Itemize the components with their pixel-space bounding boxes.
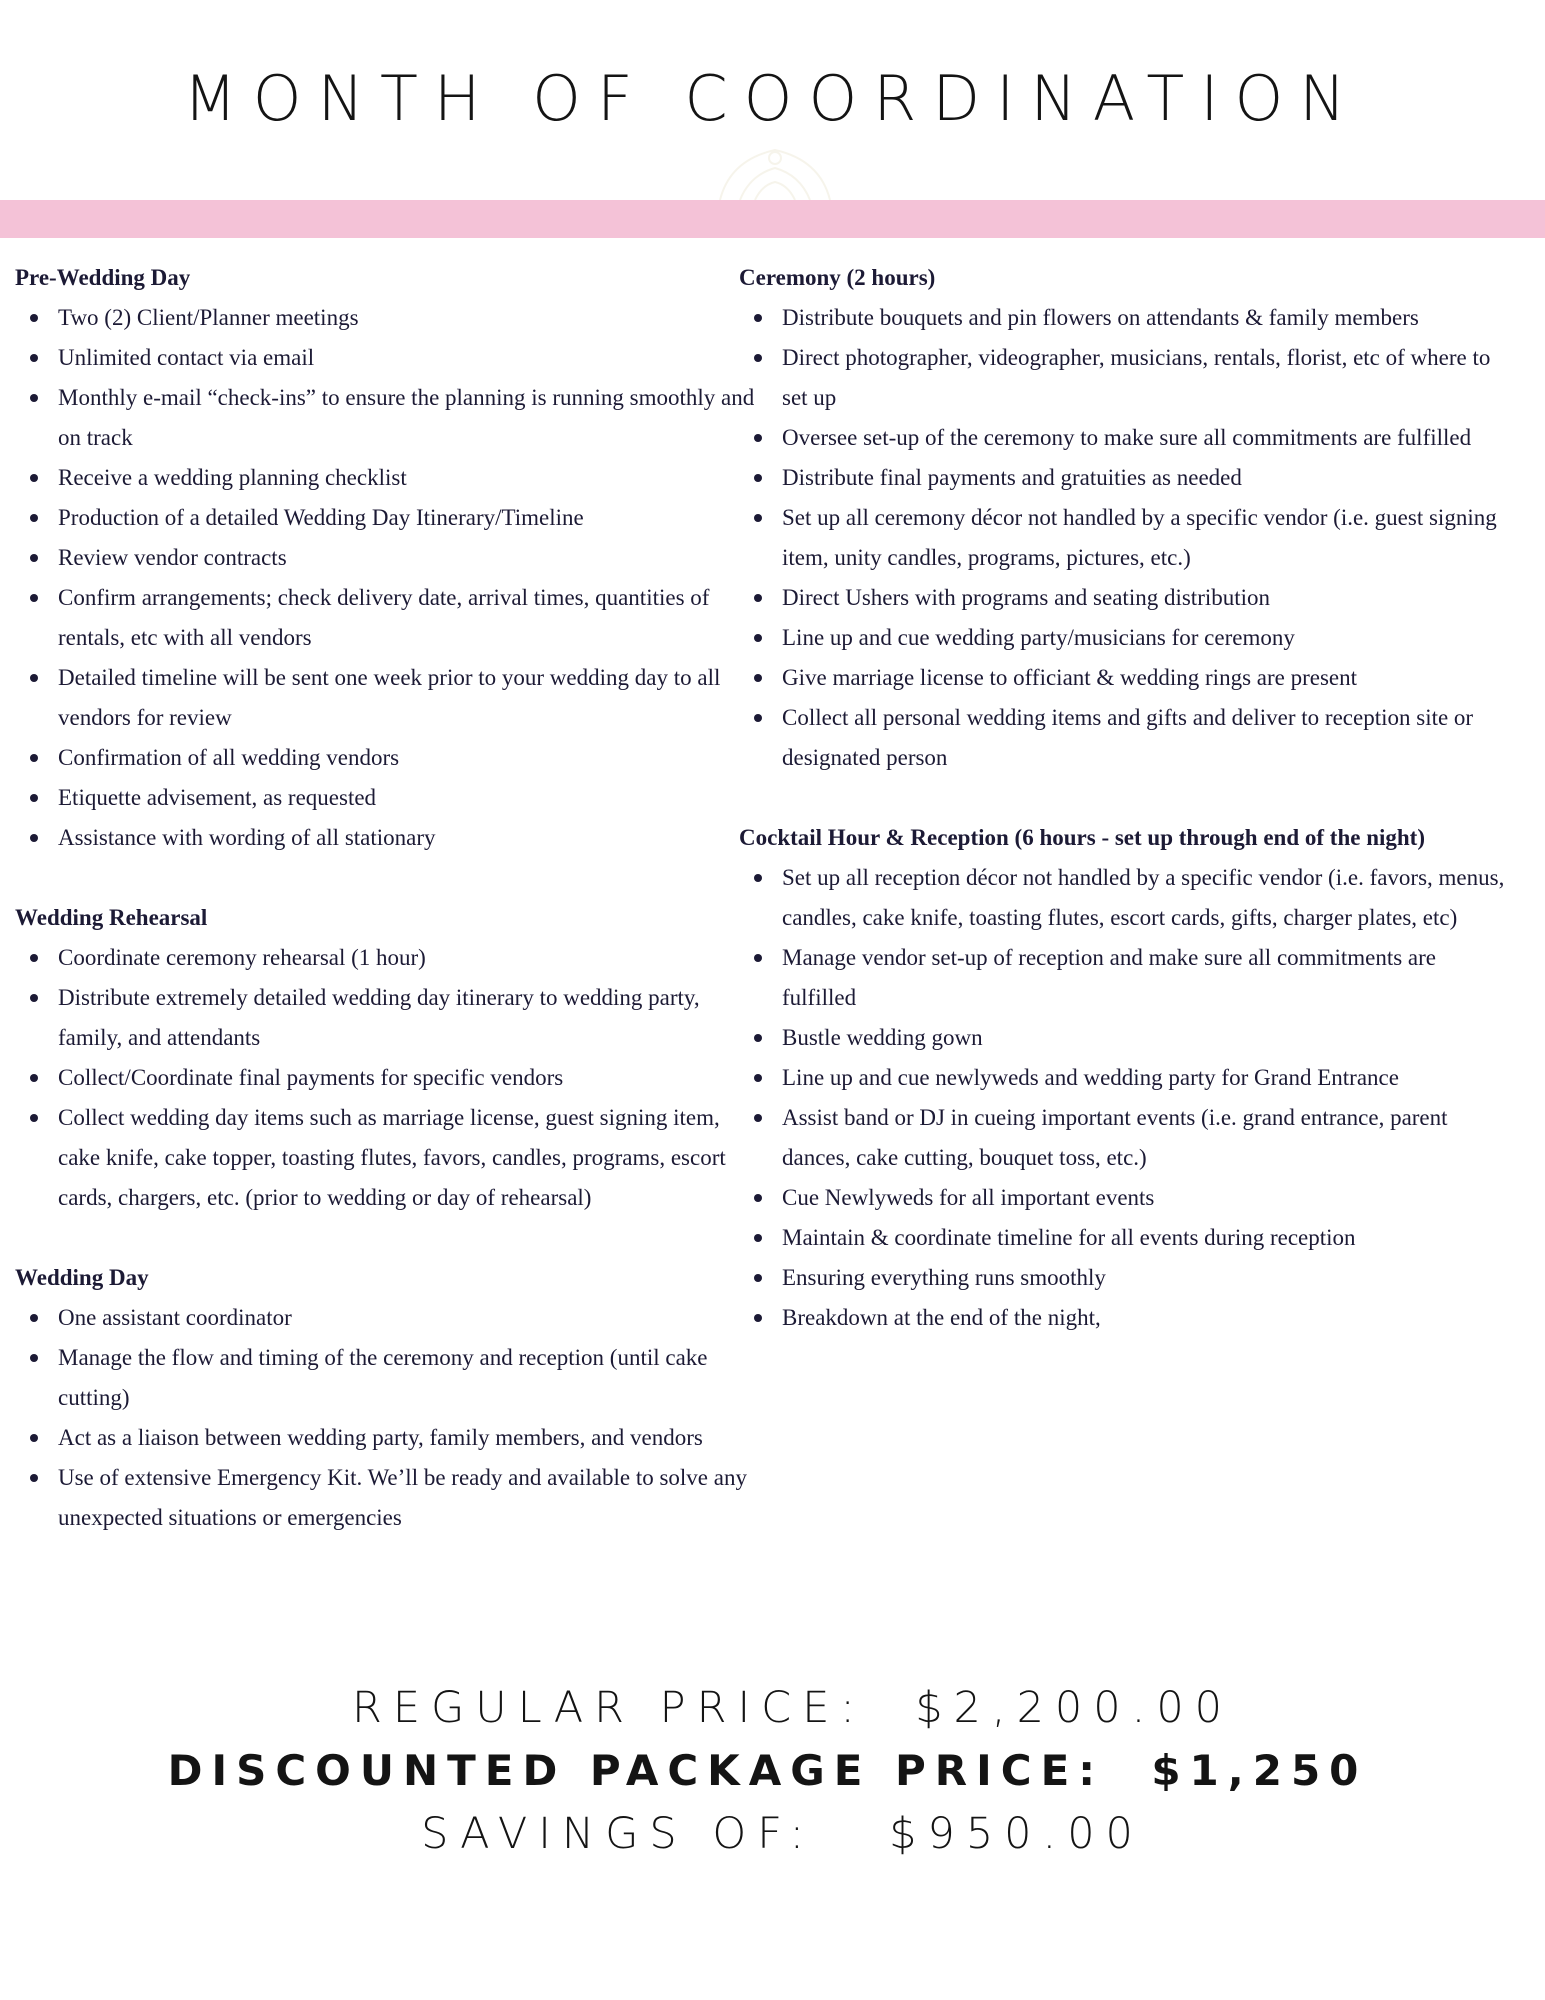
item-list — [15, 938, 755, 1218]
list-item: Etiquette advisement, as requested — [15, 778, 755, 818]
flower-watermark-icon — [700, 140, 850, 200]
list-item: One assistant coordinator — [15, 1298, 755, 1338]
list-item: Line up and cue wedding party/musicians for ceremony — [739, 618, 1514, 658]
list-item: Distribute bouquets and pin flowers on attendants & family members — [739, 298, 1514, 338]
list-item: Two (2) Client/Planner meetings — [15, 298, 755, 338]
list-item: Set up all reception décor not handled by a specific vendor (i.e. favors, menus, candles, cake knife, toasting flutes, escort cards, gifts, charger plates, etc) — [739, 858, 1514, 938]
header-band — [0, 200, 1545, 238]
list-item: Manage vendor set-up of reception and make sure all commitments are fulfilled — [739, 938, 1514, 1018]
list-item: Cue Newlyweds for all important events — [739, 1178, 1514, 1218]
list-item: Review vendor contracts — [15, 538, 755, 578]
list-item: Assistance with wording of all stationary — [15, 818, 755, 858]
list-item: Collect wedding day items such as marriage license, guest signing item, cake knife, cake topper, toasting flutes, favors, candles, programs, escort cards, chargers, etc. (prior to wedding or day of rehearsal) — [15, 1098, 755, 1218]
list-item: Assist band or DJ in cueing important events (i.e. grand entrance, parent dances, cake cutting, bouquet toss, etc.) — [739, 1098, 1514, 1178]
list-item: Detailed timeline will be sent one week prior to your wedding day to all vendors for review — [15, 658, 755, 738]
list-item: Distribute final payments and gratuities as needed — [739, 458, 1514, 498]
list-item: Line up and cue newlyweds and wedding party for Grand Entrance — [739, 1058, 1514, 1098]
page-title: MONTH OF COORDINATION — [183, 62, 1362, 135]
section-wedding-rehearsal — [15, 898, 755, 1218]
list-item: Collect all personal wedding items and gifts and deliver to reception site or designated person — [739, 698, 1514, 778]
discounted-price: DISCOUNTED PACKAGE PRICE: $1,250 — [167, 1746, 1368, 1795]
section-title: Cocktail Hour & Reception (6 hours - set up through end of the night) — [739, 825, 1425, 850]
list-item: Unlimited contact via email — [15, 338, 755, 378]
item-list — [15, 1298, 755, 1538]
list-item: Give marriage license to officiant & wedding rings are present — [739, 658, 1514, 698]
list-item: Collect/Coordinate final payments for specific vendors — [15, 1058, 755, 1098]
section-wedding-day — [15, 1258, 755, 1538]
item-list — [739, 298, 1514, 778]
list-item: Breakdown at the end of the night, — [739, 1298, 1514, 1338]
list-item: Receive a wedding planning checklist — [15, 458, 755, 498]
list-item: Monthly e-mail “check-ins” to ensure the planning is running smoothly and on track — [15, 378, 755, 458]
list-item: Maintain & coordinate timeline for all events during reception — [739, 1218, 1514, 1258]
list-item: Use of extensive Emergency Kit. We’ll be ready and available to solve any unexpected situations or emergencies — [15, 1458, 755, 1538]
list-item: Manage the flow and timing of the ceremony and reception (until cake cutting) — [15, 1338, 755, 1418]
list-item: Act as a liaison between wedding party, family members, and vendors — [15, 1418, 755, 1458]
list-item: Ensuring everything runs smoothly — [739, 1258, 1514, 1298]
list-item: Bustle wedding gown — [739, 1018, 1514, 1058]
right-column — [739, 258, 1514, 1378]
list-item: Coordinate ceremony rehearsal (1 hour) — [15, 938, 755, 978]
section-ceremony — [739, 258, 1514, 778]
section-cocktail-reception — [739, 818, 1514, 1338]
savings: SAVINGS OF: $950.00 — [421, 1809, 1144, 1859]
item-list — [15, 298, 755, 858]
section-title: Pre-Wedding Day — [15, 265, 191, 290]
list-item: Oversee set-up of the ceremony to make sure all commitments are fulfilled — [739, 418, 1514, 458]
pricing-block — [0, 1683, 1545, 1872]
list-item: Direct photographer, videographer, musicians, rentals, florist, etc of where to set up — [739, 338, 1514, 418]
regular-price: REGULAR PRICE: $2,200.00 — [351, 1683, 1234, 1733]
section-title: Wedding Rehearsal — [15, 905, 208, 930]
list-item: Production of a detailed Wedding Day Itinerary/Timeline — [15, 498, 755, 538]
section-pre-wedding-day — [15, 258, 755, 858]
section-title: Wedding Day — [15, 1265, 149, 1290]
list-item: Direct Ushers with programs and seating distribution — [739, 578, 1514, 618]
list-item: Confirm arrangements; check delivery date, arrival times, quantities of rentals, etc with all vendors — [15, 578, 755, 658]
list-item: Confirmation of all wedding vendors — [15, 738, 755, 778]
section-title: Ceremony (2 hours) — [739, 265, 936, 290]
list-item: Distribute extremely detailed wedding day itinerary to wedding party, family, and attendants — [15, 978, 755, 1058]
left-column — [15, 258, 755, 1578]
item-list — [739, 858, 1514, 1338]
list-item: Set up all ceremony décor not handled by a specific vendor (i.e. guest signing item, unity candles, programs, pictures, etc.) — [739, 498, 1514, 578]
